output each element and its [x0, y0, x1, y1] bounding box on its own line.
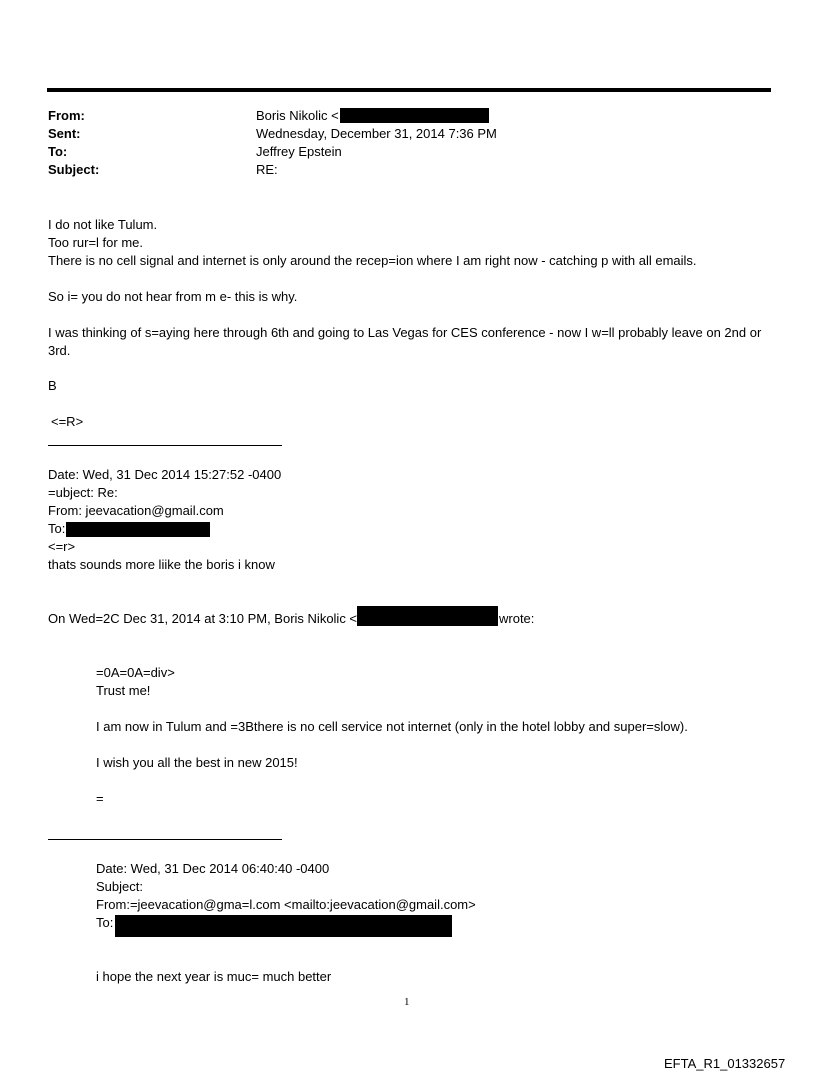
attribution-suffix: wrote: [499, 611, 535, 626]
quote1-to: To: [48, 521, 66, 536]
attribution-prefix: On Wed=2C Dec 31, 2014 at 3:10 PM, Boris Nikolic < [48, 611, 358, 626]
quote3-to: To: [96, 915, 114, 930]
body-line-1: I do not like Tulum. [48, 217, 158, 232]
quote3-text: i hope the next year is muc= much better [96, 969, 332, 984]
quote1-from: From: jeevacation@gmail.com [48, 503, 224, 518]
quote2-eq: = [96, 791, 104, 806]
sent-label: Sent: [48, 126, 81, 141]
quote3-from: From:=jeevacation@gma=l.com <mailto:jeevacation@gmail.com> [96, 897, 476, 912]
body-line-4: So i= you do not hear from m e- this is why. [48, 289, 298, 304]
to-label: To: [48, 144, 68, 159]
quote2-trust: Trust me! [96, 683, 151, 698]
to-value: Jeffrey Epstein [256, 144, 342, 159]
body-line-2: Too rur=l for me. [48, 235, 144, 250]
quote2-div: =0A=0A=div> [96, 665, 175, 680]
subject-value: RE: [256, 162, 278, 177]
quote1-text: thats sounds more liike the boris i know [48, 557, 275, 572]
redaction-from-email [340, 108, 489, 123]
redaction-attribution-email [357, 606, 498, 626]
quote1-subject: =ubject: Re: [48, 485, 118, 500]
quote1-date: Date: Wed, 31 Dec 2014 15:27:52 -0400 [48, 467, 282, 482]
separator-rule-2 [48, 839, 282, 840]
quote2-wish: I wish you all the best in new 2015! [96, 755, 298, 770]
redaction-quote3-to [115, 915, 452, 937]
redaction-quote1-to [66, 522, 210, 537]
quote1-attribution [48, 610, 357, 628]
body-signature: B [48, 378, 57, 393]
page-number: 1 [404, 996, 410, 1008]
body-line-5: I was thinking of s=aying here through 6th and going to Las Vegas for CES conference - now I w=ll probably leave on 2nd or 3rd. [48, 325, 762, 358]
sent-value: Wednesday, December 31, 2014 7:36 PM [256, 126, 497, 141]
quote3-date: Date: Wed, 31 Dec 2014 06:40:40 -0400 [96, 861, 330, 876]
body-tag: <=R> [51, 414, 84, 429]
document-id: EFTA_R1_01332657 [664, 1056, 786, 1071]
body-line-3: There is no cell signal and internet is only around the recep=ion where I am right now - catching p with all emails. [48, 253, 697, 268]
quote3-subject: Subject: [96, 879, 143, 894]
from-label: From: [48, 108, 85, 123]
quote2-tulum: I am now in Tulum and =3Bthere is no cell service not internet (only in the hotel lobby and super=slow). [96, 719, 688, 734]
subject-label: Subject: [48, 162, 100, 177]
from-value: Boris Nikolic < [256, 108, 339, 123]
quote1-tag: <=r> [48, 539, 76, 554]
separator-rule-1 [48, 445, 282, 446]
header-rule [47, 88, 771, 92]
